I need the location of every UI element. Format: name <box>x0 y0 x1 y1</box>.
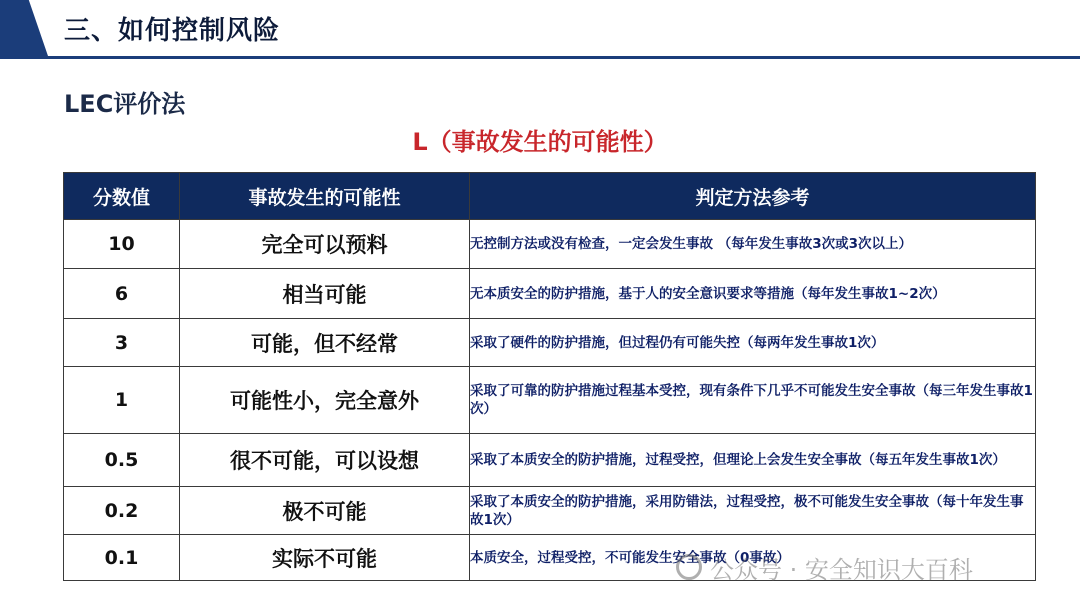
method-cell: 无控制方法或没有检查，一定会发生事故 （每年发生事故3次或3次以上） <box>470 220 1036 269</box>
header-probability: 事故发生的可能性 <box>180 173 470 220</box>
header-accent-block <box>0 0 48 56</box>
score-cell: 0.1 <box>64 535 180 581</box>
header-score: 分数值 <box>64 173 180 220</box>
method-cell: 采取了本质安全的防护措施，采用防错法，过程受控，极不可能发生安全事故（每十年发生事故1次） <box>470 487 1036 535</box>
probability-cell: 可能，但不经常 <box>180 319 470 367</box>
probability-cell: 极不可能 <box>180 487 470 535</box>
score-cell: 0.5 <box>64 434 180 487</box>
watermark-text: 公众号 · 安全知识大百科 <box>710 555 973 584</box>
method-cell: 无本质安全的防护措施，基于人的安全意识要求等措施（每年发生事故1~2次） <box>470 269 1036 319</box>
header-method: 判定方法参考 <box>470 173 1036 220</box>
probability-cell: 很不可能，可以设想 <box>180 434 470 487</box>
method-title: LEC评价法 <box>64 90 186 118</box>
lec-table <box>63 172 1036 581</box>
table-title: L（事故发生的可能性） <box>412 128 668 156</box>
table-row <box>64 220 1036 269</box>
watermark <box>676 549 973 585</box>
table-row <box>64 269 1036 319</box>
score-cell: 6 <box>64 269 180 319</box>
method-cell: 采取了可靠的防护措施过程基本受控，现有条件下几乎不可能发生安全事故（每三年发生事故1次） <box>470 367 1036 434</box>
method-cell: 本质安全，过程受控，不可能发生安全事故（0事故） <box>470 535 1036 581</box>
table-header-row <box>64 173 1036 220</box>
probability-cell: 实际不可能 <box>180 535 470 581</box>
method-cell: 采取了本质安全的防护措施，过程受控，但理论上会发生安全事故（每五年发生事故1次） <box>470 434 1036 487</box>
probability-cell: 相当可能 <box>180 269 470 319</box>
section-title: 三、如何控制风险 <box>64 16 281 46</box>
header-divider <box>0 56 1080 59</box>
score-cell: 10 <box>64 220 180 269</box>
score-cell: 0.2 <box>64 487 180 535</box>
probability-cell: 完全可以预料 <box>180 220 470 269</box>
method-cell: 采取了硬件的防护措施，但过程仍有可能失控（每两年发生事故1次） <box>470 319 1036 367</box>
probability-cell: 可能性小，完全意外 <box>180 367 470 434</box>
score-cell: 3 <box>64 319 180 367</box>
table-row <box>64 319 1036 367</box>
table-row <box>64 487 1036 535</box>
table-row <box>64 434 1036 487</box>
table-row <box>64 367 1036 434</box>
wechat-logo-icon <box>676 554 702 580</box>
header-bar <box>0 0 1080 56</box>
score-cell: 1 <box>64 367 180 434</box>
